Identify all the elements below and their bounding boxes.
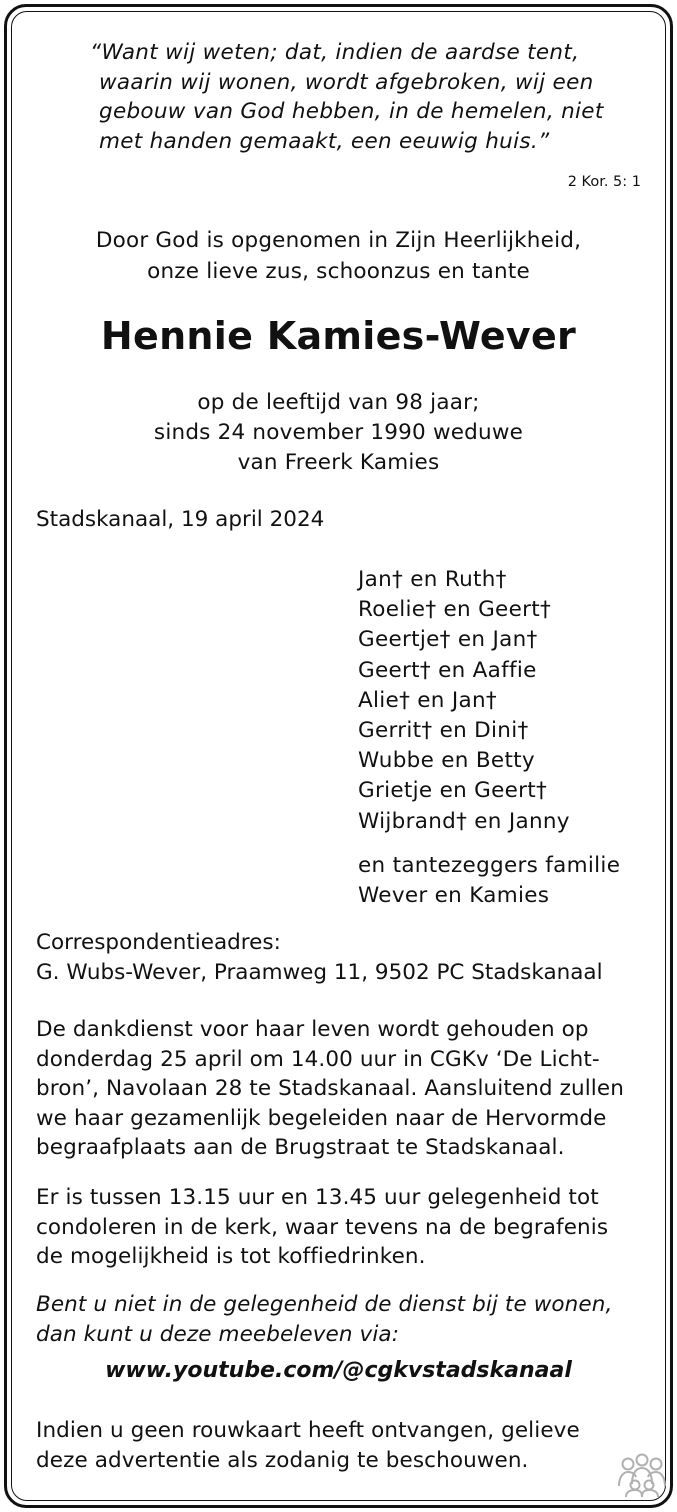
paragraph-line: deze advertentie als zodanig te beschouwen. [36, 1447, 529, 1473]
quote-line: waarin wij wonen, wordt afgebroken, wij een [99, 69, 594, 95]
stream-url: www.youtube.com/@cgkvstadskanaal [105, 1358, 572, 1383]
people-group-icon [616, 1452, 668, 1498]
age-line: van Freerk Kamies [237, 450, 440, 475]
bible-reference: 2 Kor. 5: 1 [567, 174, 641, 190]
age-info [0, 388, 677, 478]
quote-line: gebouw van God hebben, in de hemelen, niet [99, 99, 604, 124]
intro-text [0, 225, 677, 287]
family-list [358, 565, 570, 837]
family-member: Roelie† en Geert† [358, 597, 552, 623]
closing-paragraph [36, 1416, 580, 1475]
paragraph-line: De dankdienst voor haar leven wordt gehouden op [36, 1017, 589, 1042]
family-member: Alie† en Jan† [358, 687, 497, 713]
intro-line: Door God is opgenomen in Zijn Heerlijkheid, [95, 228, 582, 253]
paragraph-line: begraafplaats aan de Brugstraat te Stadskanaal. [36, 1135, 565, 1160]
family-member: Wijbrand† en Janny [358, 808, 570, 834]
service-paragraph [36, 1015, 624, 1163]
age-line: op de leeftijd van 98 jaar; [197, 390, 480, 415]
correspondence [36, 928, 603, 988]
family-extra [358, 851, 620, 911]
paragraph-line: dan kunt u deze meebeleven via: [36, 1321, 400, 1347]
paragraph-line: condoleren in de kerk, waar tevens na de begrafenis [36, 1214, 609, 1240]
paragraph-line: de mogelijkheid is tot koffiedrinken. [36, 1244, 426, 1269]
family-member: Jan† en Ruth† [358, 567, 507, 592]
correspondence-address: G. Wubs-Wever, Praamweg 11, 9502 PC Stadskanaal [36, 960, 603, 985]
quote-line: met handen gemaakt, een eeuwig huis.” [99, 128, 550, 154]
family-extra-line: en tantezeggers familie [358, 853, 621, 878]
quote-line: “Want wij weten; dat, indien de aardse tent, [90, 40, 580, 65]
place-date: Stadskanaal, 19 april 2024 [36, 507, 325, 532]
paragraph-line: Bent u niet in de gelegenheid de dienst bij te wonen, [36, 1292, 613, 1317]
paragraph-line: bron’, Navolaan 28 te Stadskanaal. Aansluitend zullen [36, 1076, 624, 1101]
paragraph-line: donderdag 25 april om 14.00 uur in CGKv ‘De Licht- [36, 1046, 600, 1072]
deceased-name: Hennie Kamies-Wever [100, 314, 577, 358]
family-member: Wubbe en Betty [358, 748, 535, 774]
age-line: sinds 24 november 1990 weduwe [153, 420, 524, 445]
family-member: Gerrit† en Dini† [358, 718, 529, 744]
stream-paragraph [36, 1290, 612, 1349]
intro-line: onze lieve zus, schoonzus en tante [147, 259, 530, 284]
family-member: Geertje† en Jan† [358, 627, 538, 653]
family-extra-line: Wever en Kamies [358, 883, 550, 908]
condolence-paragraph [36, 1183, 608, 1272]
bible-quote [90, 38, 604, 156]
paragraph-line: we haar gezamenlijk begeleiden naar de Hervormde [36, 1105, 607, 1131]
family-member: Grietje en Geert† [358, 778, 548, 804]
paragraph-line: Er is tussen 13.15 uur en 13.45 uur gelegenheid tot [36, 1185, 599, 1210]
family-member: Geert† en Aaffie [358, 657, 537, 683]
correspondence-label: Correspondentieadres: [36, 930, 281, 955]
paragraph-line: Indien u geen rouwkaart heeft ontvangen, gelieve [36, 1418, 580, 1443]
